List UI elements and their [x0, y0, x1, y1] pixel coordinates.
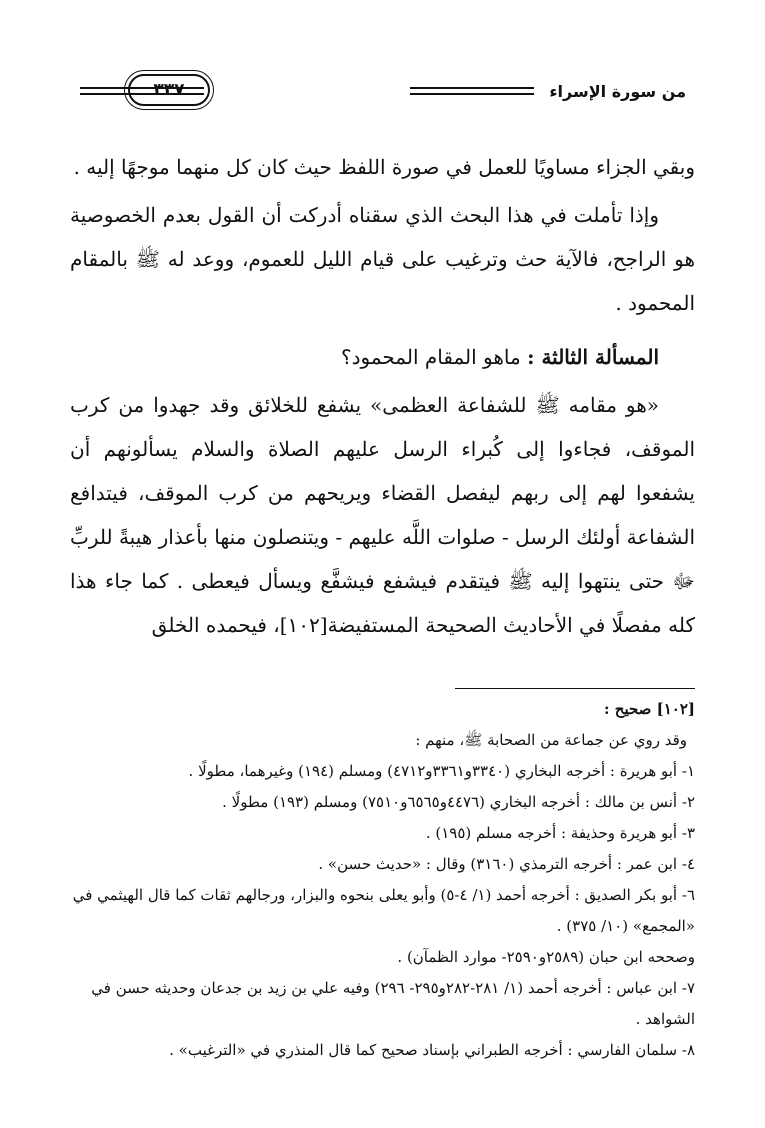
- footnote-item: ٧- ابن عباس : أخرجه أحمد (١/ ٢٨١-٢٨٢و٢٩٥- ٢٩٦) وفيه علي بن زيد بن جدعان وحديثه حسن في الشواهد .: [91, 979, 695, 1028]
- chapter-title: من سورة الإسراء: [549, 82, 686, 101]
- paragraph: وإذا تأملت في هذا البحث الذي سقناه أدركت أن القول بعدم الخصوصية هو الراجح، فالآية حث وترغيب على قيام الليل للعموم، ووعد له ﷺ بالمقام المحمود .: [70, 203, 695, 315]
- header-rule: [410, 93, 534, 95]
- main-text: [70, 145, 695, 647]
- footnote-item: ١- أبو هريرة : أخرجه البخاري (٣٣٤٠و٣٣٦١و٤٧١٢) ومسلم (١٩٤) وغيرهما، مطولًا .: [188, 762, 695, 780]
- paragraph: وبقي الجزاء مساويًا للعمل في صورة اللفظ حيث كان كل منهما موجهًا إليه .: [73, 155, 695, 179]
- page-number: ٣٣٧: [128, 74, 210, 106]
- footnote-item: ٦- أبو بكر الصديق : أخرجه أحمد (١/ ٤-٥) وأبو يعلى بنحوه والبزار، ورجالهم ثقات كما قال الهيثمي في «المجمع» (١٠/ ٣٧٥) .: [72, 886, 695, 935]
- header-rule: [410, 87, 534, 89]
- heading-text: ماهو المقام المحمود؟: [340, 345, 521, 369]
- page-header: [80, 68, 692, 112]
- footnote-item: ٤- ابن عمر : أخرجه الترمذي (٣١٦٠) وقال : «حديث حسن» .: [318, 855, 695, 873]
- footnote-intro: وقد روي عن جماعة من الصحابة ﷺ، منهم :: [415, 731, 687, 749]
- footnote-item: ٣- أبو هريرة وحذيفة : أخرجه مسلم (١٩٥) .: [425, 824, 695, 842]
- footnote-separator: [455, 688, 695, 689]
- heading-label: المسألة الثالثة :: [527, 345, 659, 369]
- footnote-item: ٨- سلمان الفارسي : أخرجه الطبراني بإسناد صحيح كما قال المنذري في «الترغيب» .: [169, 1041, 695, 1059]
- paragraph: «هو مقامه ﷺ للشفاعة العظمى» يشفع للخلائق وقد جهدوا من كرب الموقف، فجاءوا إلى كُبراء الرسل عليهم الصلاة والسلام يسألونهم أن يشفعوا لهم إلى ربهم ليفصل القضاء ويريحهم من كرب الموقف، فيتدافع الشفاعة أولئك الرسل - صلوات اللَّه عليهم - ويتنصلون منها بأعذار هيبةً للربِّ ﷻ حتى ينتهوا إليه ﷺ فيتقدم فيشفع فيشفَّع ويسأل فيعطى . كما جاء هذا كله مفصلًا في الأحاديث الصحيحة المستفيضة[١٠٢]، فيحمده الخلق: [70, 393, 695, 637]
- footnote-item: وصححه ابن حبان (٢٥٨٩و٢٥٩٠- موارد الظمآن) .: [397, 948, 695, 966]
- footnote-heading: [١٠٢] صحيح :: [604, 700, 695, 718]
- footnote-item: ٢- أنس بن مالك : أخرجه البخاري (٤٤٧٦و٦٥٦٥و٧٥١٠) ومسلم (١٩٣) مطولًا .: [222, 793, 695, 811]
- section-heading: [70, 335, 695, 379]
- footnotes: [70, 694, 695, 1066]
